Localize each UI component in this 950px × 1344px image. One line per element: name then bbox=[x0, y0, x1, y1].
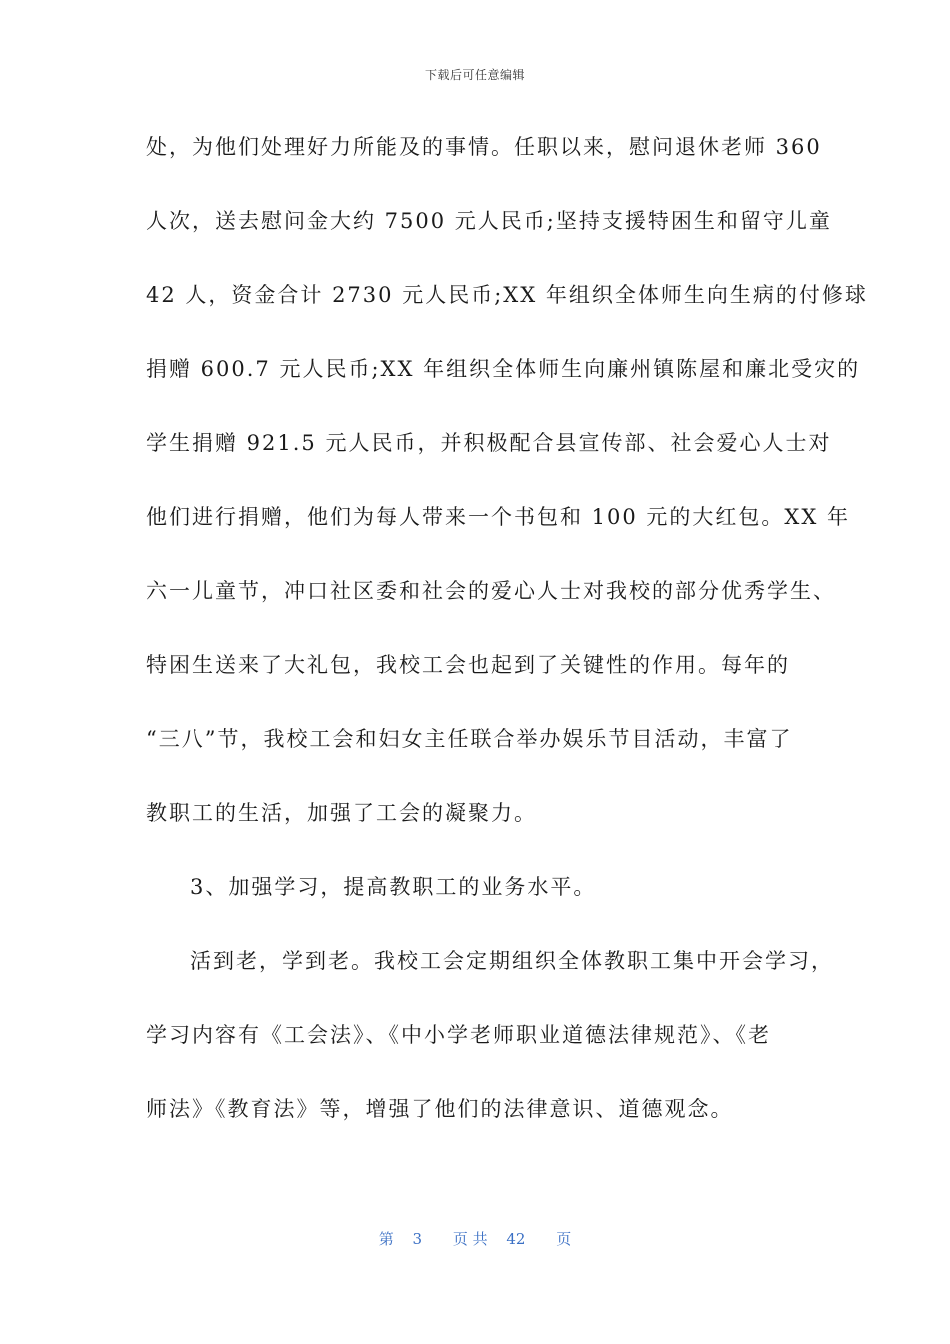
text-line: 人次，送去慰问金大约 7500 元人民币;坚持支援特困生和留守儿童 bbox=[146, 209, 832, 233]
footer-middle: 页 共 bbox=[452, 1230, 488, 1248]
text-line: 学生捐赠 921.5 元人民币，并积极配合县宣传部、社会爱心人士对 bbox=[146, 431, 832, 455]
text-line: 活到老，学到老。我校工会定期组织全体教职工集中开会学习， bbox=[190, 949, 834, 973]
text-line: 他们进行捐赠，他们为每人带来一个书包和 100 元的大红包。XX 年 bbox=[146, 505, 851, 529]
text-line: 捐赠 600.7 元人民币;XX 年组织全体师生向廉州镇陈屋和廉北受灾的 bbox=[146, 357, 861, 381]
text-line: 处，为他们处理好力所能及的事情。任职以来，慰问退休老师 360 bbox=[146, 135, 822, 159]
document-body bbox=[146, 127, 868, 1163]
text-line: 六一儿童节，冲口社区委和社会的爱心人士对我校的部分优秀学生、 bbox=[146, 579, 836, 603]
download-note: 下载后可任意编辑 bbox=[424, 68, 525, 82]
text-line: “三八”节，我校工会和妇女主任联合举办娱乐节目活动，丰富了 bbox=[146, 727, 793, 751]
text-line: 学习内容有《工会法》、《中小学老师职业道德法律规范》、《老 bbox=[146, 1023, 771, 1047]
footer-prefix: 第 bbox=[378, 1230, 394, 1248]
section-heading: 3、加强学习，提高教职工的业务水平。 bbox=[190, 875, 597, 899]
text-line: 42 人，资金合计 2730 元人民币;XX 年组织全体师生向生病的付修球 bbox=[146, 283, 868, 307]
text-line: 教职工的生活，加强了工会的凝聚力。 bbox=[146, 801, 537, 825]
text-line: 特困生送来了大礼包，我校工会也起到了关键性的作用。每年的 bbox=[146, 653, 790, 677]
text-line: 师法》《教育法》等，增强了他们的法律意识、道德观念。 bbox=[146, 1097, 734, 1121]
current-page-number: 3 bbox=[412, 1230, 423, 1248]
page-footer bbox=[0, 1228, 950, 1249]
footer-suffix: 页 bbox=[556, 1230, 572, 1248]
total-pages: 42 bbox=[506, 1230, 526, 1248]
